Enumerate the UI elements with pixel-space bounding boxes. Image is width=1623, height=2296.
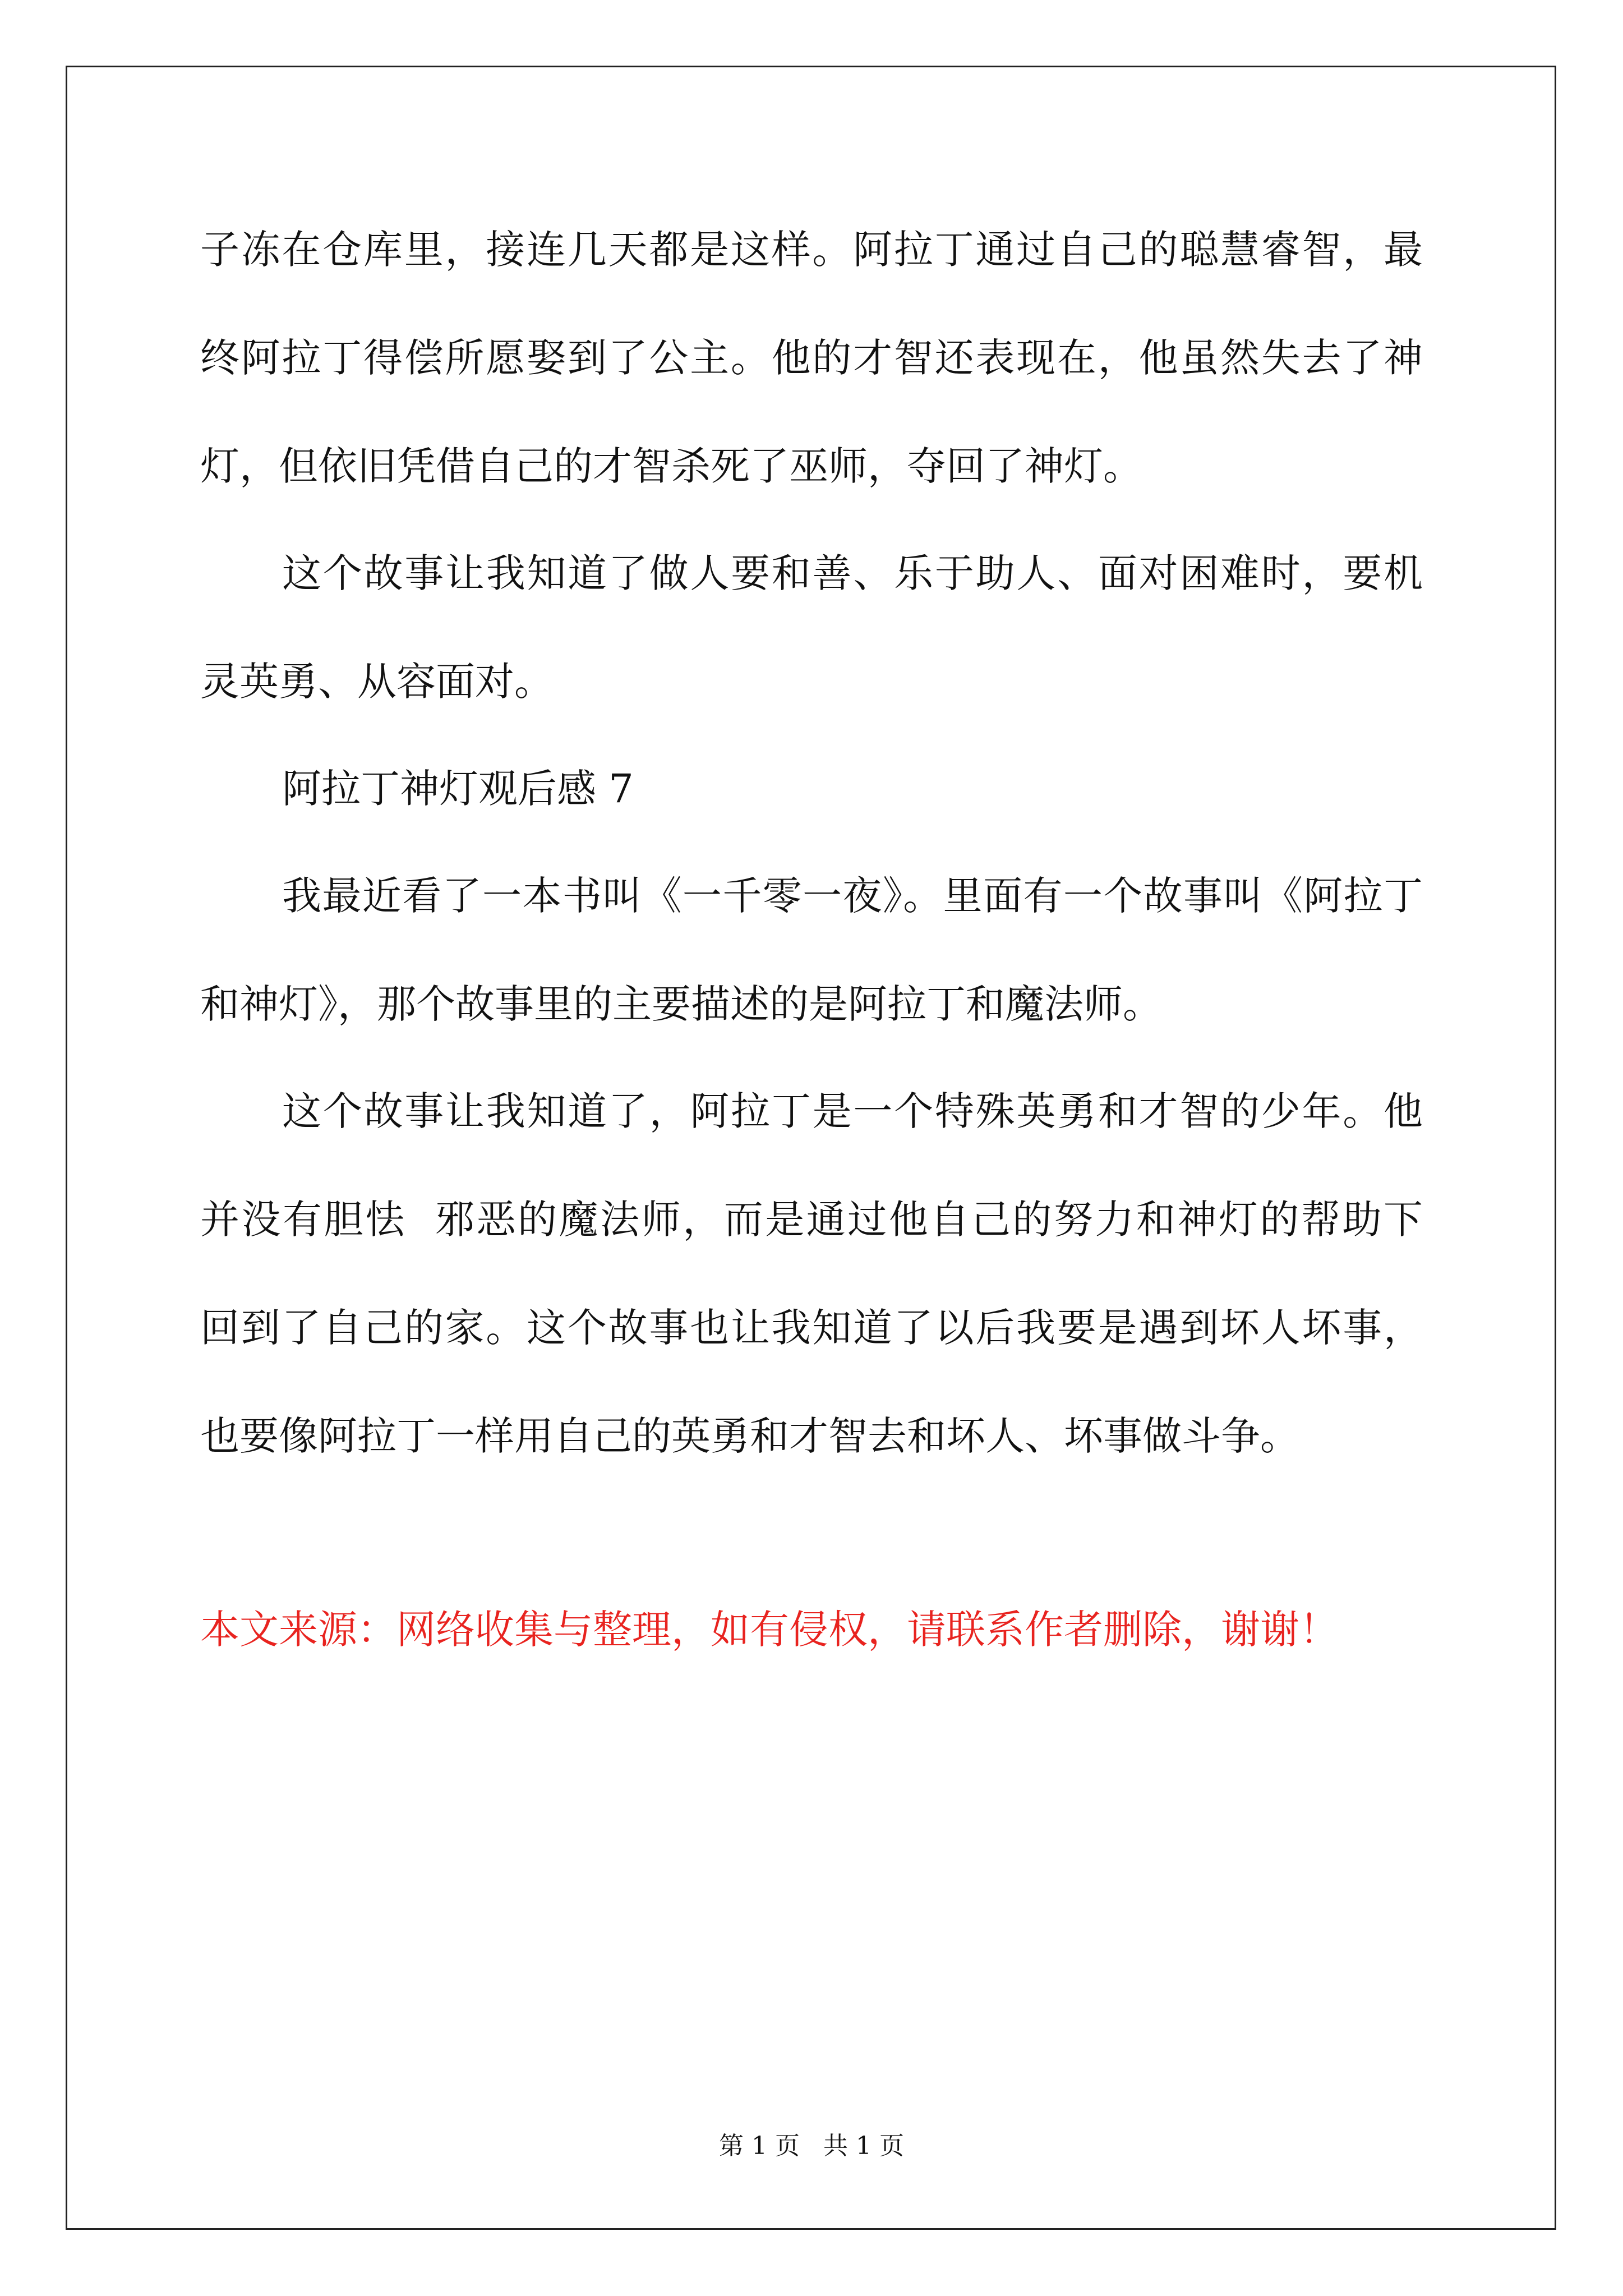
body-line: 这个故事让我知道了，阿拉丁是一个特殊英勇和才智的少年。他 [282, 1088, 1423, 1134]
body-line: 子冻在仓库里，接连几天都是这样。阿拉丁通过自己的聪慧睿智，最 [200, 227, 1423, 273]
body-line: 我最近看了一本书叫《一千零一夜》。里面有一个故事叫《阿拉丁 [282, 873, 1423, 919]
body-line: 并没有胆怯 邪恶的魔法师，而是通过他自己的努力和神灯的帮助下 [200, 1197, 1423, 1243]
page-number-footer: 第 1 页 共 1 页 [719, 2132, 904, 2160]
body-line: 也要像阿拉丁一样用自己的英勇和才智去和坏人、坏事做斗争。 [200, 1413, 1299, 1459]
body-line: 和神灯》，那个故事里的主要描述的是阿拉丁和魔法师。 [200, 981, 1162, 1027]
source-note: 本文来源：网络收集与整理，如有侵权，请联系作者删除，谢谢！ [200, 1607, 1339, 1653]
body-line: 灵英勇、从容面对。 [200, 659, 554, 705]
body-line: 回到了自己的家。这个故事也让我知道了以后我要是遇到坏人坏事， [200, 1305, 1423, 1351]
body-line: 灯，但依旧凭借自己的才智杀死了巫师，夺回了神灯。 [200, 443, 1142, 489]
page-border [66, 66, 1556, 2230]
body-line: 终阿拉丁得偿所愿娶到了公主。他的才智还表现在，他虽然失去了神 [200, 335, 1423, 381]
section-heading: 阿拉丁神灯观后感 7 [282, 766, 634, 812]
body-line: 这个故事让我知道了做人要和善、乐于助人、面对困难时，要机 [282, 550, 1423, 596]
